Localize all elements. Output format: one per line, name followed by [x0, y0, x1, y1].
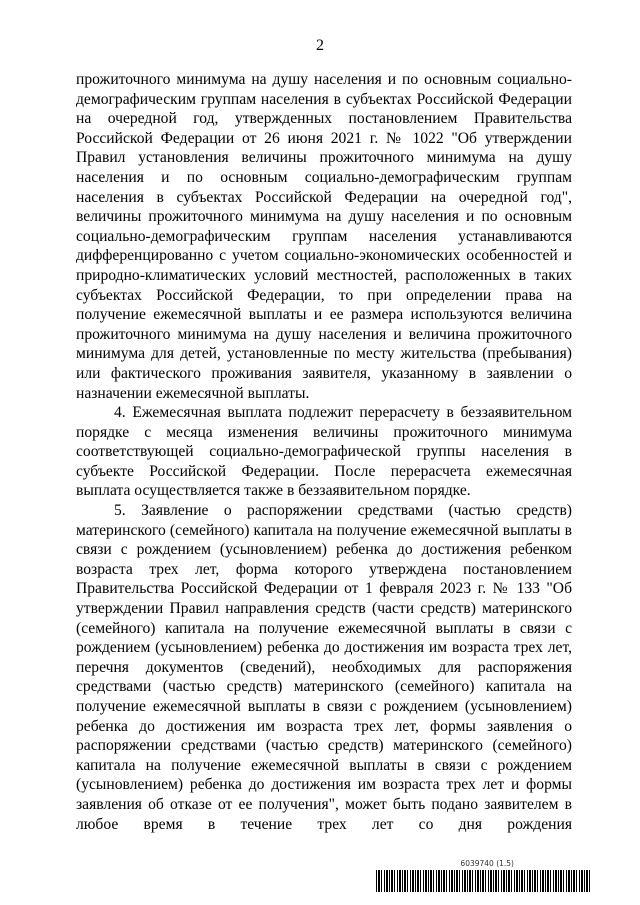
paragraph-item-4: 4. Ежемесячная выплата подлежит перерасчету в беззаявительном порядке с месяца изменения величины прожиточного минимума соответствующей социально-демографической группы населения в субъекте Российской Федерации. После перерасчета ежемесячная выплата осуществляется также в беззаявительном порядке. [76, 404, 572, 500]
paragraph-continuation: прожиточного минимума на душу населения и по основным социально-демографическим группам населения в субъектах Российской Федерации на очередной год, утвержденных постановлением Правительства Российской Федерации от 26 июня 2021 г. № 1022 "Об утверждении Правил установления величины прожиточного минимума на душу населения и по основным социально-демографическим группам населения в субъектах Российской Федерации на очередной год", величины прожиточного минимума на душу населения и по основным социально-демографическим группам населения устанавливаются дифференцированно с учетом социально-экономических особенностей и природно-климатических условий местностей, расположенных в таких субъектах Российской Федерации, то при определении права на получение ежемесячной выплаты и ее размера используются величина прожиточного минимума на душу населения и величина прожиточного минимума для детей, установленные по месту жительства (пребывания) или фактического проживания заявителя, указанному в заявлении о назначении ежемесячной выплаты. [76, 71, 572, 402]
document-body [76, 70, 572, 834]
barcode-label: 6039740 (1.5) [460, 859, 514, 868]
barcode-icon [376, 870, 592, 892]
paragraph-item-5: 5. Заявление о распоряжении средствами (частью средств) материнского (семейного) капитала на получение ежемесячной выплаты в связи с рождением (усыновлением) ребенка до достижения ребенком возраста трех лет, форма которого утверждена постановлением Правительства Российской Федерации от 1 февраля 2023 г. № 133 "Об утверждении Правил направления средств (части средств) материнского (семейного) капитала на получение ежемесячной выплаты в связи с рождением (усыновлением) ребенка до достижения им возраста трех лет, перечня документов (сведений), необходимых для распоряжения средствами (частью средств) материнского (семейного) капитала на получение ежемесячной выплаты в связи с рождением (усыновлением) ребенка до достижения им возраста трех лет, формы заявления о распоряжении средствами (частью средств) материнского (семейного) капитала на получение ежемесячной выплаты в связи с рождением (усыновлением) ребенка до достижения им возраста трех лет и формы заявления об отказе от ее получения", может быть подано заявителем в любое время в течение трех лет со дня рождения [76, 502, 572, 833]
document-barcode-block [376, 860, 592, 896]
page-number: 2 [316, 37, 324, 54]
